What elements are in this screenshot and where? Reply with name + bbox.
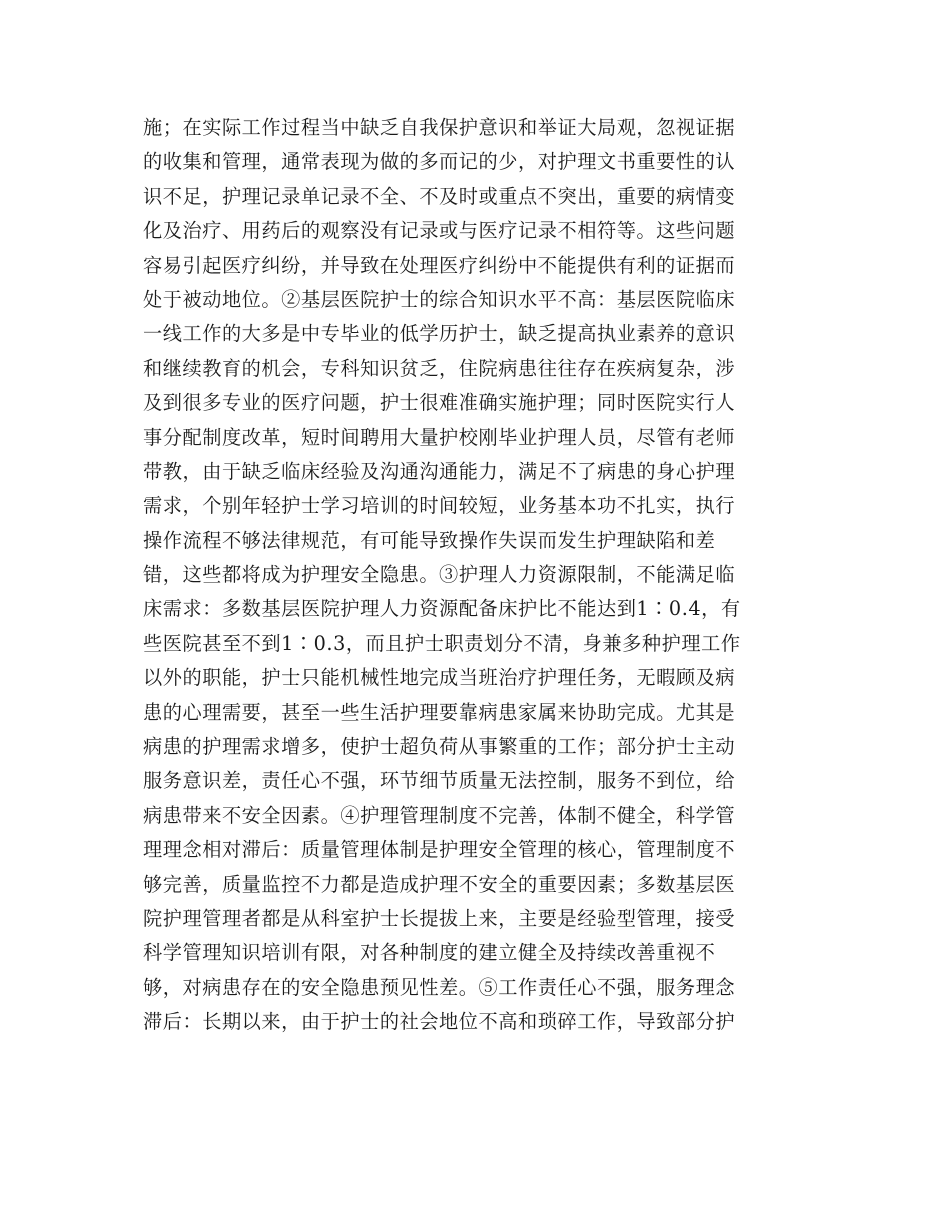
text-line: 些医院甚至不到1∶0.3，而且护士职责划分不清，身兼多种护理工作 (143, 631, 741, 655)
text-line: 院护理管理者都是从科室护士长提拔上来，主要是经验型管理，接受 (143, 906, 736, 930)
text-line: 和继续教育的机会，专科知识贫乏，住院病患往往存在疾病复杂，涉 (143, 356, 736, 380)
text-line: 病患的护理需求增多，使护士超负荷从事繁重的工作；部分护士主动 (143, 735, 736, 759)
text-line: 够，对病患存在的安全隐患预见性差。⑤工作责任心不强，服务理念 (143, 975, 736, 999)
text-line: 操作流程不够法律规范，有可能导致操作失误而发生护理缺陷和差 (143, 528, 716, 552)
body-paragraph (143, 111, 813, 1040)
text-line: 施；在实际工作过程当中缺乏自我保护意识和举证大局观，忽视证据 (143, 116, 736, 139)
text-line: 床需求：多数基层医院护理人力资源配备床护比不能达到1∶0.4，有 (143, 597, 741, 621)
text-line: 滞后：长期以来，由于护士的社会地位不高和琐碎工作，导致部分护 (143, 1010, 736, 1034)
text-line: 事分配制度改革，短时间聘用大量护校刚毕业护理人员，尽管有老师 (143, 425, 736, 449)
text-line: 患的心理需要，甚至一些生活护理要靠病患家属来协助完成。尤其是 (143, 700, 736, 724)
text-line: 科学管理知识培训有限，对各种制度的建立健全及持续改善重视不 (143, 941, 716, 965)
text-line: 一线工作的大多是中专毕业的低学历护士，缺乏提高执业素养的意识 (143, 322, 736, 346)
text-line: 需求，个别年轻护士学习培训的时间较短，业务基本功不扎实，执行 (143, 494, 736, 518)
text-line: 化及治疗、用药后的观察没有记录或与医疗记录不相符等。这些问题 (143, 219, 736, 243)
text-line: 及到很多专业的医疗问题，护士很难准确实施护理；同时医院实行人 (143, 391, 736, 415)
text-line: 错，这些都将成为护理安全隐患。③护理人力资源限制，不能满足临 (143, 563, 736, 587)
text-line: 容易引起医疗纠纷，并导致在处理医疗纠纷中不能提供有利的证据而 (143, 253, 736, 277)
text-line: 带教，由于缺乏临床经验及沟通沟通能力，满足不了病患的身心护理 (143, 459, 736, 483)
text-line: 处于被动地位。②基层医院护士的综合知识水平不高：基层医院临床 (143, 287, 736, 311)
text-line: 的收集和管理，通常表现为做的多而记的少，对护理文书重要性的认 (143, 150, 736, 174)
text-line: 病患带来不安全因素。④护理管理制度不完善，体制不健全，科学管 (143, 803, 736, 827)
text-line: 够完善，质量监控不力都是造成护理不安全的重要因素；多数基层医 (143, 872, 736, 896)
text-line: 识不足，护理记录单记录不全、不及时或重点不突出，重要的病情变 (143, 184, 736, 208)
text-line: 服务意识差，责任心不强，环节细节质量无法控制，服务不到位，给 (143, 769, 736, 793)
text-line: 理理念相对滞后：质量管理体制是护理安全管理的核心，管理制度不 (143, 838, 736, 862)
text-line: 以外的职能，护士只能机械性地完成当班治疗护理任务，无暇顾及病 (143, 666, 736, 690)
